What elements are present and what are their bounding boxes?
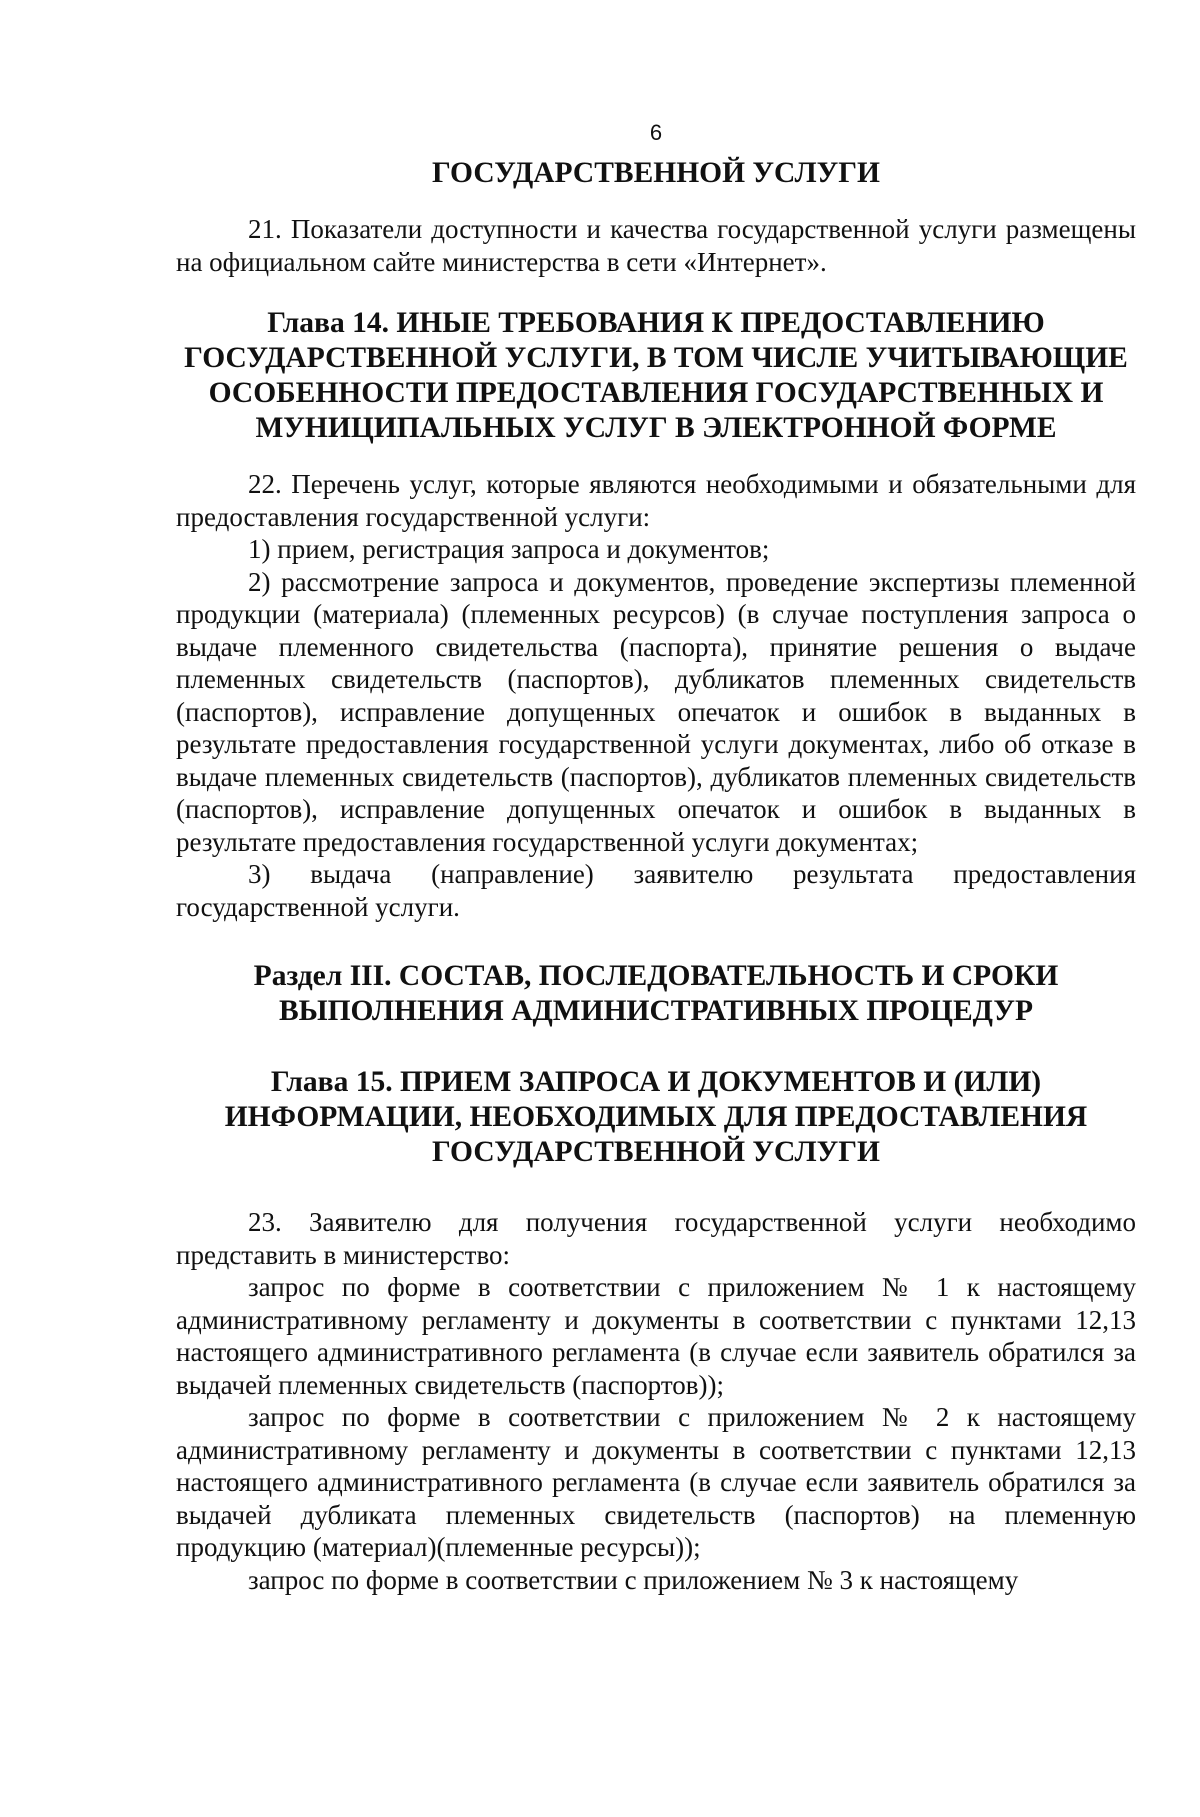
top-heading: ГОСУДАРСТВЕННОЙ УСЛУГИ: [432, 157, 880, 189]
chapter-14-heading: [176, 306, 1136, 446]
chapter-15-heading-line: Глава 15. ПРИЕМ ЗАПРОСА И ДОКУМЕНТОВ И (ИЛИ): [270, 1066, 1042, 1098]
paragraph-22-item-1: 1) прием, регистрация запроса и документов;: [248, 534, 770, 564]
paragraph-22-item-3: 3) выдача (направление) заявителю результата предоставления государственной услуги.: [176, 859, 1136, 922]
paragraph-23-request-3: запрос по форме в соответствии с приложением № 3 к настоящему: [248, 1564, 1019, 1595]
chapter-14-heading-line: ГОСУДАРСТВЕННОЙ УСЛУГИ, В ТОМ ЧИСЛЕ УЧИТЫВАЮЩИЕ: [184, 342, 1128, 374]
paragraph-23-request-2: запрос по форме в соответствии с приложением № 2 к настоящему административному регламенту и документы в соответствии с пунктами 12,13 настоящего административного регламента (в случае если заявитель обратился за выдачей дубликата племенных свидетельств (паспортов) на племенную продукцию (материал)(племенные ресурсы));: [176, 1402, 1136, 1562]
chapter-14-heading-line: МУНИЦИПАЛЬНЫХ УСЛУГ В ЭЛЕКТРОННОЙ ФОРМЕ: [255, 412, 1057, 444]
paragraph-21: 21. Показатели доступности и качества государственной услуги размещены на официальном сайте министерства в сети «Интернет».: [176, 214, 1136, 277]
paragraph-23-request-1: запрос по форме в соответствии с приложением № 1 к настоящему административному регламенту и документы в соответствии с пунктами 12,13 настоящего административного регламента (в случае если заявитель обратился за выдачей племенных свидетельств (паспортов));: [176, 1272, 1136, 1400]
paragraph-22-item-2: 2) рассмотрение запроса и документов, проведение экспертизы племенной продукции (материала) (племенных ресурсов) (в случае поступления запроса о выдаче племенного свидетельства (паспорта), принятие решения о выдаче племенных свидетельств (паспортов), дубликатов племенных свидетельств (паспортов), исправление допущенных опечаток и ошибок в выданных в результате предоставления государственной услуги документах, либо об отказе в выдаче племенных свидетельств (паспортов), дубликатов племенных свидетельств (паспортов), исправление допущенных опечаток и ошибок в выданных в результате предоставления государственной услуги документах;: [176, 566, 1136, 857]
section-3-heading-line: Раздел III. СОСТАВ, ПОСЛЕДОВАТЕЛЬНОСТЬ И СРОКИ: [253, 960, 1059, 992]
chapter-15-heading-line: ГОСУДАРСТВЕННОЙ УСЛУГИ: [432, 1136, 880, 1168]
chapter-14-heading-line: ОСОБЕННОСТИ ПРЕДОСТАВЛЕНИЯ ГОСУДАРСТВЕННЫХ И: [208, 377, 1104, 409]
chapter-15-heading-line: ИНФОРМАЦИИ, НЕОБХОДИМЫХ ДЛЯ ПРЕДОСТАВЛЕНИЯ: [224, 1101, 1088, 1133]
chapter-15-heading: [176, 1065, 1136, 1170]
paragraph-22: 22. Перечень услуг, которые являются необходимыми и обязательными для предоставления государственной услуги:: [176, 469, 1136, 532]
document-page: [176, 120, 1136, 1596]
page-number: 6: [649, 120, 663, 145]
section-3-heading: [176, 959, 1136, 1029]
paragraph-23: 23. Заявителю для получения государственной услуги необходимо представить в министерство:: [176, 1207, 1136, 1270]
chapter-14-heading-line: Глава 14. ИНЫЕ ТРЕБОВАНИЯ К ПРЕДОСТАВЛЕНИЮ: [267, 307, 1045, 339]
section-3-heading-line: ВЫПОЛНЕНИЯ АДМИНИСТРАТИВНЫХ ПРОЦЕДУР: [278, 995, 1034, 1027]
